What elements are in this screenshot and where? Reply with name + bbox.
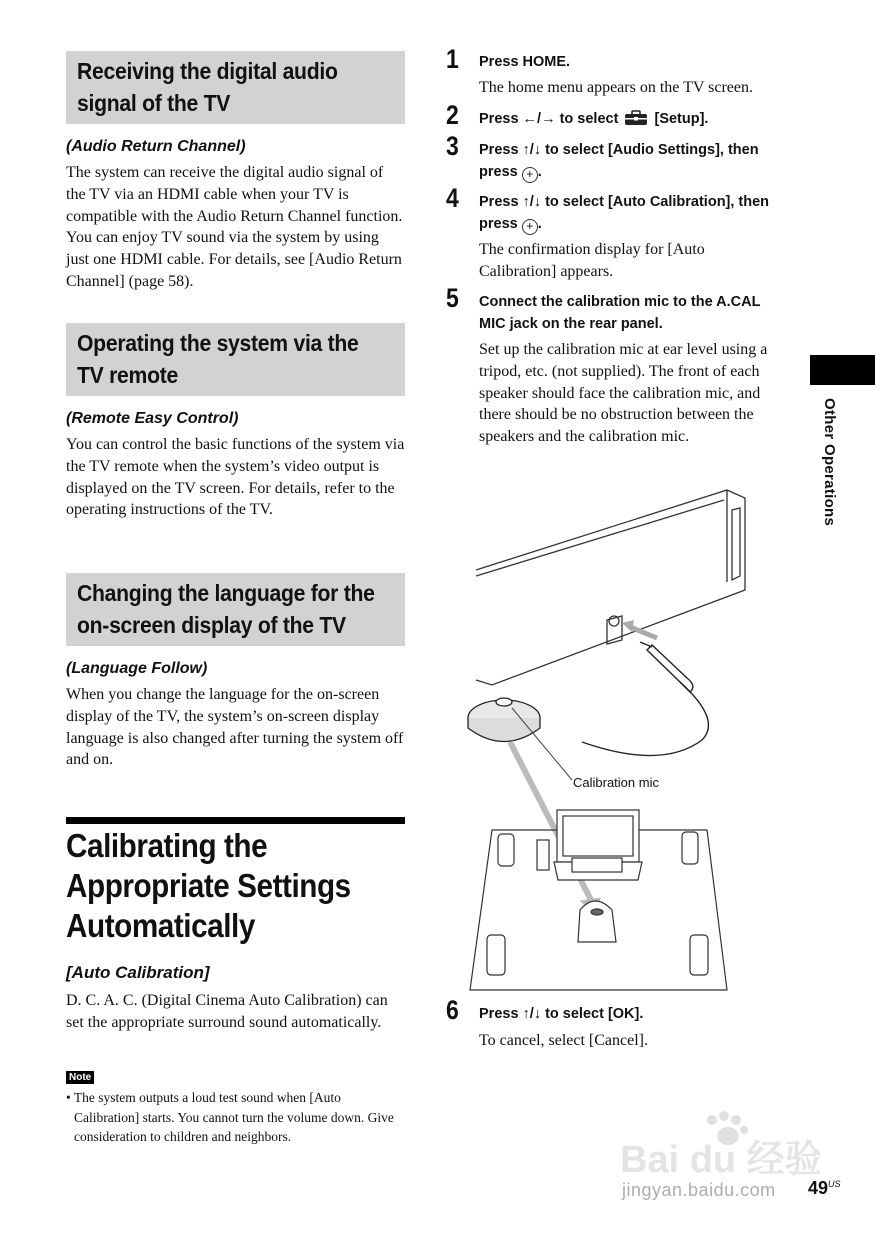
section-title-line: on-screen display of the TV bbox=[77, 612, 346, 638]
watermark-logo-text: Bai du 经验 bbox=[620, 1139, 820, 1181]
step-number: 2 bbox=[446, 100, 459, 130]
section-subtitle: (Audio Return Channel) bbox=[66, 138, 246, 155]
note-badge: Note bbox=[66, 1071, 94, 1084]
main-heading-line: Automatically bbox=[66, 907, 255, 944]
step-body: To cancel, select [Cancel]. bbox=[479, 1032, 649, 1049]
note-text: • The system outputs a loud test sound when [Auto Calibration] starts. You cannot turn the volume down. Give consideration to children and neighbors. bbox=[66, 1090, 394, 1144]
section-header-audio-return bbox=[66, 51, 405, 124]
section-title-line: signal of the TV bbox=[77, 90, 231, 116]
section-title-line: Receiving the digital audio bbox=[77, 58, 338, 84]
mic-cable-drawing bbox=[582, 642, 708, 756]
step-number: 4 bbox=[446, 183, 459, 213]
step-heading: Connect the calibration mic to the A.CAL MIC jack on the rear panel. bbox=[479, 294, 761, 332]
step-number: 6 bbox=[446, 995, 459, 1025]
main-heading-line: Calibrating the bbox=[66, 827, 268, 864]
section-subtitle: (Remote Easy Control) bbox=[66, 410, 239, 427]
main-heading-line: Appropriate Settings bbox=[66, 867, 351, 904]
watermark-url: jingyan.baidu.com bbox=[622, 1180, 776, 1200]
step-heading: Press ↑/↓ to select [Auto Calibration], then press + . bbox=[479, 194, 770, 233]
chapter-tab-label: Other Operations bbox=[821, 398, 838, 527]
chapter-tab bbox=[810, 355, 875, 385]
step-number: 5 bbox=[446, 283, 459, 313]
section-header-language-follow bbox=[66, 573, 405, 646]
page-number: $49^{US}$ bbox=[808, 1178, 841, 1198]
main-subtitle: [Auto Calibration] bbox=[66, 963, 210, 982]
section-header-remote-easy bbox=[66, 323, 405, 396]
step-heading: Press ↑/↓ to select [Audio Settings], then press + . bbox=[479, 142, 759, 181]
section-title-line: Changing the language for the bbox=[77, 580, 375, 606]
toolbox-icon bbox=[624, 110, 648, 134]
av-receiver-drawing bbox=[476, 490, 745, 685]
step-body: The confirmation display for [Auto Calibration] appears. bbox=[479, 241, 705, 280]
step-number: 3 bbox=[446, 131, 459, 161]
step-heading-text: Press ↑/↓ to select [Audio Settings], then press bbox=[479, 142, 759, 180]
calibration-mic-drawing bbox=[468, 698, 540, 742]
step-body: Set up the calibration mic at ear level using a tripod, etc. (not supplied). The front of each speaker should face the calibration mic, and there should be no obstruction between the speakers and the calibration mic. bbox=[479, 341, 768, 446]
enter-button-icon: + bbox=[522, 167, 538, 183]
section-title-line: TV remote bbox=[77, 362, 178, 388]
step-heading-text: Press ←/→ to select bbox=[479, 111, 619, 127]
section-body: The system can receive the digital audio signal of the TV via an HDMI cable when your TV is compatible with the Audio Return Channel function. You can enjoy TV sound via the system by using just one HDMI cable. For details, see [Audio Return Channel] (page 58). bbox=[66, 164, 403, 290]
main-body: D. C. A. C. (Digital Cinema Auto Calibration) can set the appropriate surround sound automatically. bbox=[66, 992, 388, 1031]
calibration-illustration bbox=[462, 480, 752, 995]
section-subtitle: (Language Follow) bbox=[66, 660, 208, 677]
step-heading: Press ↑/↓ to select [OK]. bbox=[479, 1006, 644, 1022]
step-body: The home menu appears on the TV screen. bbox=[479, 79, 753, 96]
main-heading bbox=[66, 826, 351, 946]
jack-arrowhead bbox=[622, 620, 634, 632]
step-heading-text: Press ↑/↓ to select [Auto Calibration], then press bbox=[479, 194, 770, 232]
heading-rule bbox=[66, 817, 405, 824]
step-heading bbox=[479, 109, 789, 134]
section-body: You can control the basic functions of the system via the TV remote when the system’s video output is displayed on the TV screen. For details, refer to the operating instructions of the TV. bbox=[66, 436, 405, 519]
step-number: 1 bbox=[446, 44, 459, 74]
section-body: When you change the language for the on-screen display of the TV, the system’s on-screen display language is also changed after turning the system off and on. bbox=[66, 686, 404, 769]
step-heading: Press HOME. bbox=[479, 54, 571, 70]
section-title-line: Operating the system via the bbox=[77, 330, 359, 356]
enter-button-icon: + bbox=[522, 219, 538, 235]
callout-label: Calibration mic bbox=[573, 775, 659, 790]
step-heading-text: [Setup]. bbox=[654, 111, 709, 127]
